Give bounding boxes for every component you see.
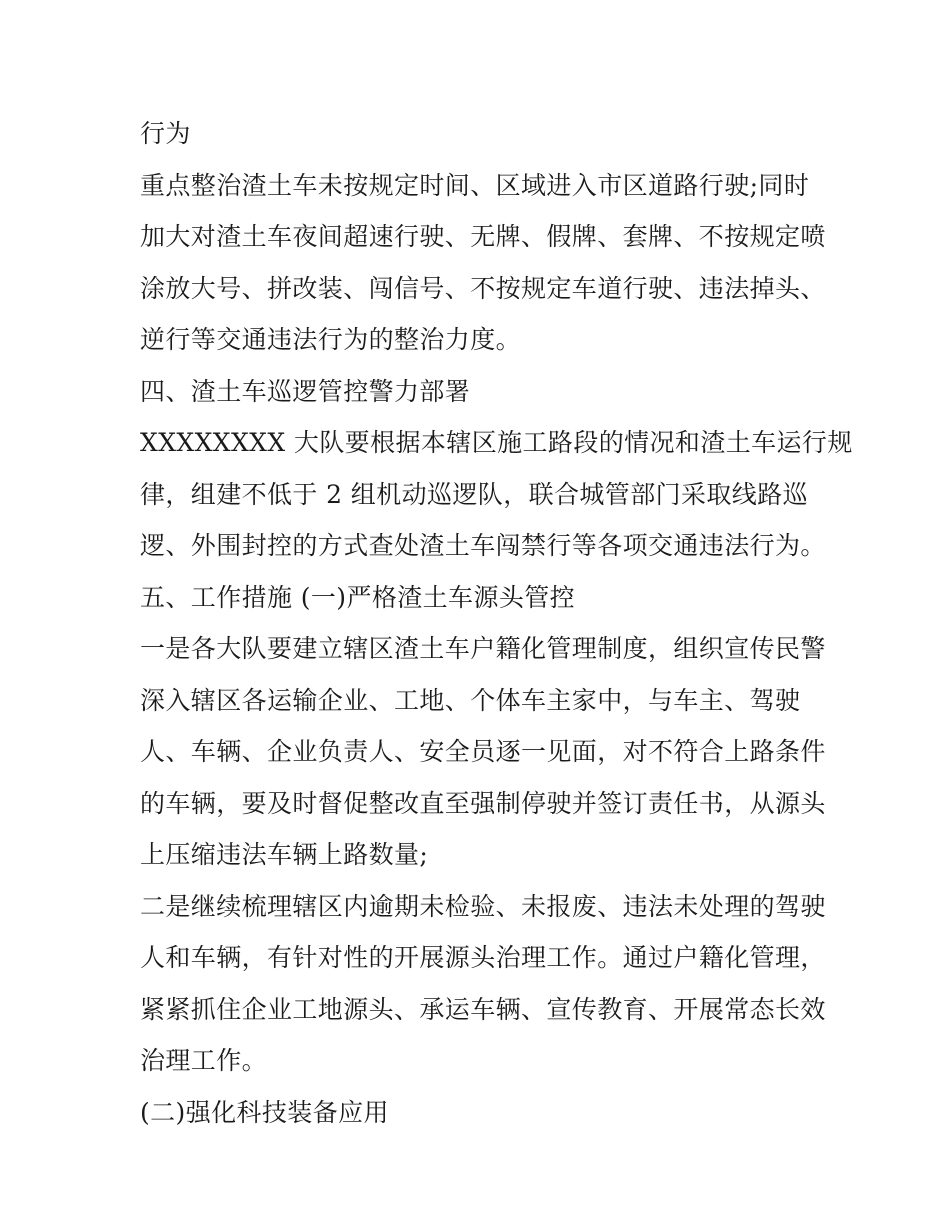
text-line: 逆行等交通违法行为的整治力度。 (140, 325, 522, 354)
text-line: 的车辆，要及时督促整改直至强制停驶并签订责任书，从源头 (140, 788, 826, 818)
text-line: 行为 (140, 119, 191, 148)
subsection-heading: (二)强化科技装备应用 (140, 1097, 389, 1127)
text-line: 人和车辆，有针对性的开展源头治理工作。通过户籍化管理， (140, 943, 826, 972)
text-line: 治理工作。 (140, 1046, 268, 1075)
text-line: 人、车辆、企业负责人、安全员逐一见面，对不符合上路条件 (140, 737, 826, 766)
text-line: 紧紧抓住企业工地源头、承运车辆、宣传教育、开展常态长效 (140, 994, 826, 1024)
section-heading: 四、渣土车巡逻管控警力部署 (140, 376, 471, 406)
document-body (140, 108, 853, 1138)
text-line: 重点整治渣土车未按规定时间、区域进入市区道路行驶;同时 (140, 170, 810, 200)
text-line: 一是各大队要建立辖区渣土车户籍化管理制度，组织宣传民警 (140, 634, 826, 663)
text-line: 涂放大号、拼改装、闯信号、不按规定车道行驶、违法掉头、 (140, 273, 826, 303)
text-line: 深入辖区各运输企业、工地、个体车主家中，与车主、驾驶 (140, 685, 801, 715)
text-line: XXXXXXXX 大队要根据本辖区施工路段的情况和渣土车运行规 (140, 428, 853, 457)
section-heading: 五、工作措施 (一)严格渣土车源头管控 (140, 582, 576, 612)
text-line: 逻、外围封控的方式查处渣土车闯禁行等各项交通违法行为。 (140, 531, 826, 560)
text-line: 律，组建不低于 2 组机动巡逻队，联合城管部门采取线路巡 (140, 479, 809, 509)
text-line: 加大对渣土车夜间超速行驶、无牌、假牌、套牌、不按规定喷 (140, 222, 826, 251)
text-line: 二是继续梳理辖区内逾期未检验、未报废、违法未处理的驾驶 (140, 891, 826, 921)
text-line: 上压缩违法车辆上路数量; (140, 840, 429, 869)
